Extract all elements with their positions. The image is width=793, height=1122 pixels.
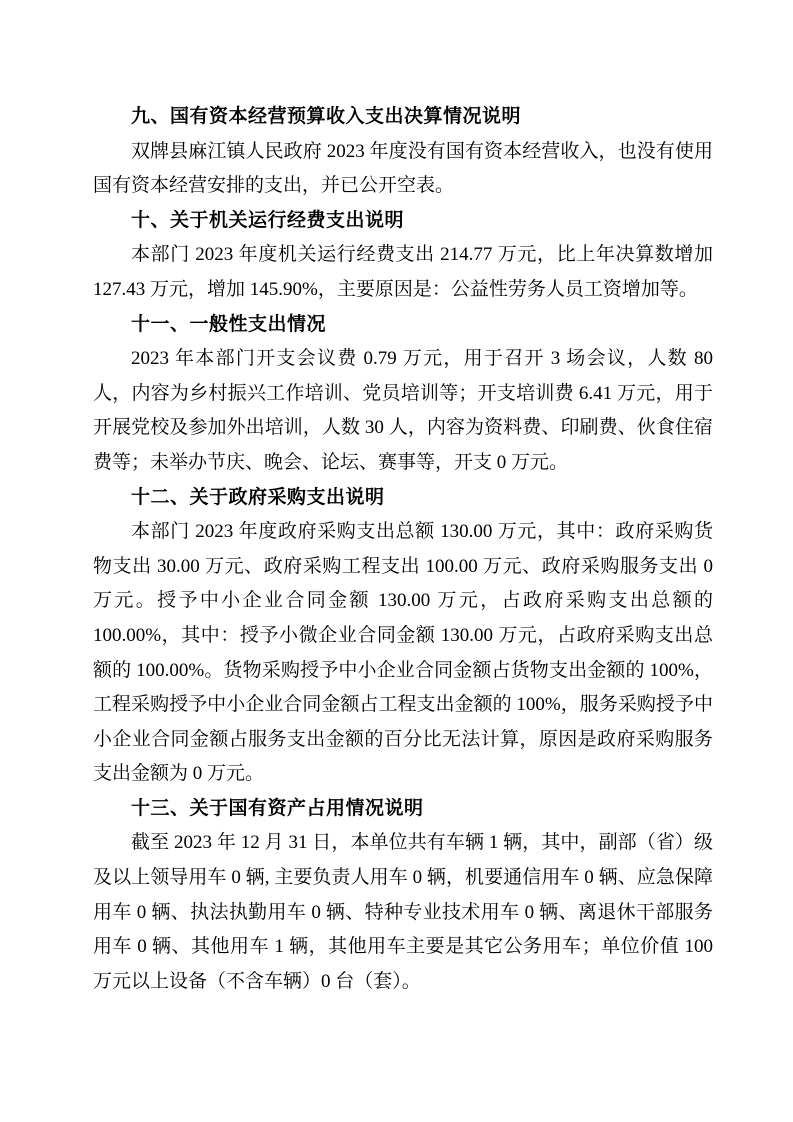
section-paragraph: 2023 年本部门开支会议费 0.79 万元，用于召开 3 场会议，人数 80 人，内容为乡村振兴工作培训、党员培训等；开支培训费 6.41 万元，用于开展党校及参加外出培训，人数 30 人，内容为资料费、印刷费、伙食住宿费等；未举办节庆、晚会、论坛、赛事等，开支 0 万元。	[93, 348, 713, 473]
section-paragraph: 双牌县麻江镇人民政府 2023 年度没有国有资本经营收入，也没有使用国有资本经营安排的支出，并已公开空表。	[93, 140, 713, 197]
section-paragraph: 截至 2023 年 12 月 31 日，本单位共有车辆 1 辆，其中，副部（省）级及以上领导用车 0 辆, 主要负责人用车 0 辆，机要通信用车 0 辆、应急保障用车 0 辆、执法执勤用车 0 辆、特种专业技术用车 0 辆、离退休干部服务用车 0 辆、其他用车 1 辆，其他用车主要是其它公务用车；单位价值 100 万元以上设备（不含车辆）0 台（套）。	[93, 832, 713, 992]
document-section	[93, 308, 713, 481]
document-section	[93, 204, 713, 308]
section-paragraph: 本部门 2023 年度政府采购支出总额 130.00 万元，其中：政府采购货物支出 30.00 万元、政府采购工程支出 100.00 万元、政府采购服务支出 0 万元。授予中小企业合同金额 130.00 万元，占政府采购支出总额的 100.00%，其中：授予小微企业合同金额 130.00 万元，占政府采购支出总额的 100.00%。货物采购授予中小企业合同金额占货物支出金额的 100%，工程采购授予中小企业合同金额占工程支出金额的 100%，服务采购授予中小企业合同金额占服务支出金额的百分比无法计算，原因是政府采购服务支出金额为 0 万元。	[93, 521, 713, 785]
section-heading: 十一、一般性支出情况	[131, 313, 327, 335]
document-body	[93, 100, 713, 999]
document-section	[93, 792, 713, 1000]
section-paragraph: 本部门 2023 年度机关运行经费支出 214.77 万元，比上年决算数增加 127.43 万元，增加 145.90%，主要原因是：公益性劳务人员工资增加等。	[93, 244, 713, 300]
section-heading: 九、国有资本经营预算收入支出决算情况说明	[131, 106, 522, 127]
section-heading: 十三、关于国有资产占用情况说明	[131, 797, 424, 819]
document-section	[93, 481, 713, 792]
section-heading: 十二、关于政府采购支出说明	[131, 486, 385, 508]
section-heading: 十、关于机关运行经费支出说明	[131, 209, 405, 231]
document-section	[93, 100, 713, 204]
